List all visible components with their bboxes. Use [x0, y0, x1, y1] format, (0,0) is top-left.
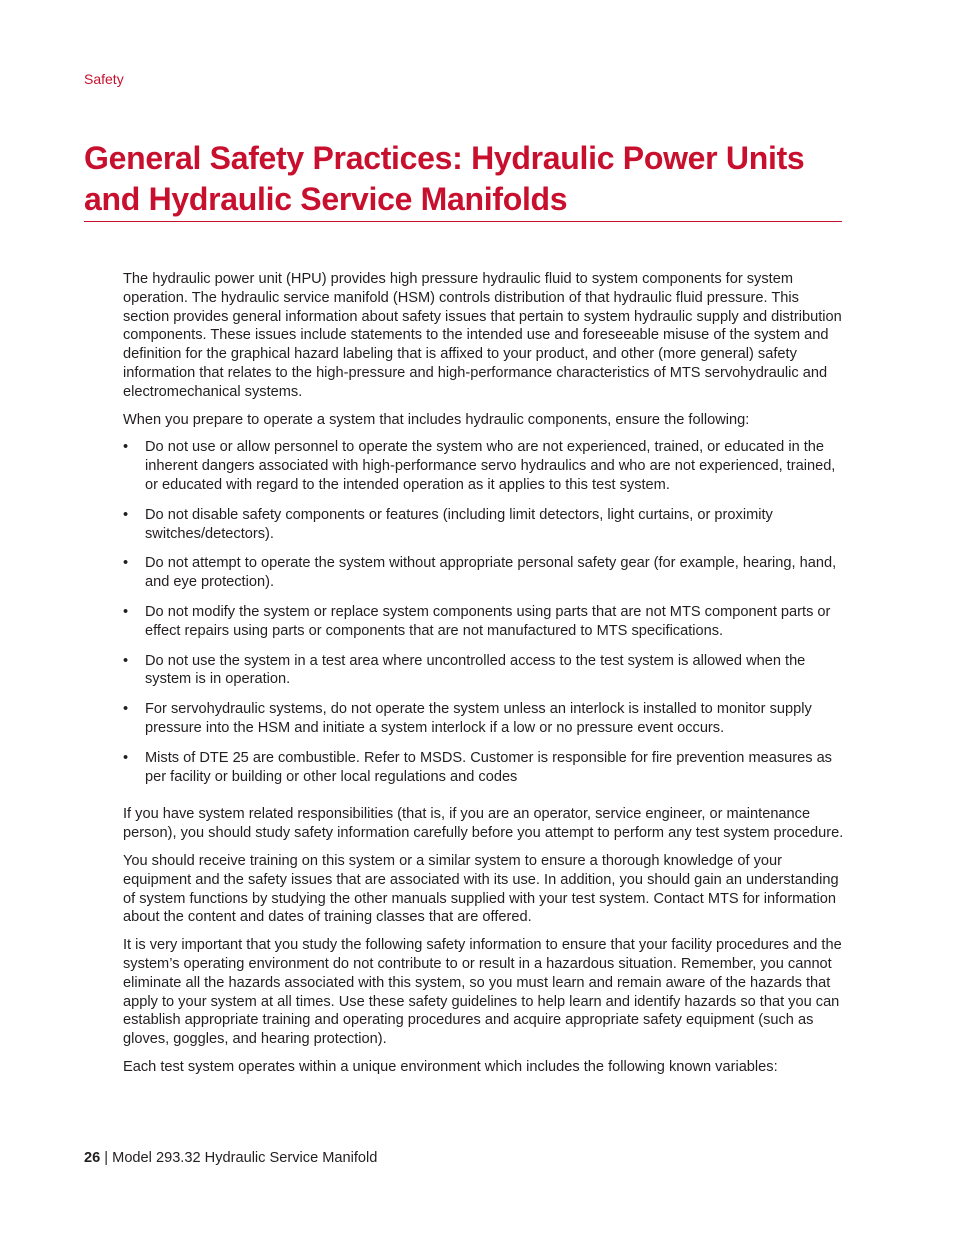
document-title: Model 293.32 Hydraulic Service Manifold: [112, 1150, 378, 1166]
page-number: 26: [84, 1150, 101, 1166]
bullet-icon: •: [123, 506, 129, 523]
title-divider: [84, 221, 842, 222]
bullet-text: For servohydraulic systems, do not operate the system unless an interlock is installed to monitor supply pressure into the HSM and initiate a system interlock if a low or no pressure event occurs.: [145, 701, 812, 736]
intro-paragraph: The hydraulic power unit (HPU) provides high pressure hydraulic fluid to system components for system operation. The hydraulic service manifold (HSM) controls distribution of that hydraulic fluid pressure. This section provides general information about safety issues that pertain to system hydraulic supply and distribution components. These issues include statements to the intended use and foreseeable misuse of the system and definition for the graphical hazard labeling that is affixed to your product, and other (more general) safety information that relates to the high-pressure and high-performance characteristics of MTS servohydraulic and electromechanical systems.: [123, 271, 842, 400]
bullet-icon: •: [123, 603, 129, 620]
bullet-text: Do not use or allow personnel to operate the system who are not experienced, trained, or educated in the inherent dangers associated with high-performance servo hydraulics and who are not experienced, trained, or educated with regard to the intended operation as it applies to this test system.: [145, 439, 836, 493]
bullet-item: [123, 603, 845, 641]
body-content: [123, 270, 845, 1086]
page-footer: [84, 1149, 377, 1167]
body-paragraph: It is very important that you study the following safety information to ensure that your facility procedures and the system’s operating environment do not contribute to or result in a hazardous situation. Remember, you cannot eliminate all the hazards associated with this system, so you must learn and remain aware of the hazards that apply to your system at all times. Use these safety guidelines to help learn and identify hazards so that you can establish appropriate training and operating procedures and acquire appropriate safety equipment (such as gloves, goggles, and hearing protection).: [123, 937, 842, 1048]
bullet-item: [123, 506, 845, 544]
bullet-icon: •: [123, 701, 129, 718]
safety-bullet-list: [123, 438, 845, 786]
body-paragraph: You should receive training on this system or a similar system to ensure a thorough knowledge of your equipment and the safety issues that are associated with its use. In addition, you should gain an understanding of system functions by studying the other manuals supplied with your test system. Contact MTS for information about the content and dates of training classes that are offered.: [123, 852, 839, 926]
bullet-icon: •: [123, 555, 129, 572]
page-title: General Safety Practices: Hydraulic Power Units and Hydraulic Service Manifolds: [84, 140, 805, 217]
footer-separator: |: [104, 1150, 109, 1166]
bullet-icon: •: [123, 749, 129, 766]
bullet-text: Do not use the system in a test area where uncontrolled access to the test system is allowed when the system is in operation.: [145, 652, 806, 688]
section-label: Safety: [84, 71, 124, 87]
bullet-text: Mists of DTE 25 are combustible. Refer to MSDS. Customer is responsible for fire prevention measures as per facility or building or other local regulations and codes: [145, 749, 832, 785]
body-paragraph: Each test system operates within a unique environment which includes the following known variables:: [123, 1058, 778, 1075]
bullet-text: Do not modify the system or replace system components using parts that are not MTS component parts or effect repairs using parts or components that are not manufactured to MTS specifications.: [145, 603, 831, 639]
bullet-item: [123, 749, 845, 787]
bullet-icon: •: [123, 652, 129, 669]
bullet-item: [123, 554, 845, 592]
bullet-item: [123, 438, 845, 494]
intro-paragraph: When you prepare to operate a system that includes hydraulic components, ensure the following:: [123, 411, 750, 428]
bullet-item: [123, 652, 845, 690]
spacer: [123, 797, 845, 805]
bullet-text: Do not attempt to operate the system without appropriate personal safety gear (for example, hearing, hand, and eye protection).: [145, 555, 837, 591]
bullet-item: [123, 700, 845, 738]
body-paragraph: If you have system related responsibilities (that is, if you are an operator, service engineer, or maintenance person), you should study safety information carefully before you attempt to perform any test system procedure.: [123, 806, 844, 842]
bullet-icon: •: [123, 439, 129, 456]
bullet-text: Do not disable safety components or features (including limit detectors, light curtains, or proximity switches/detectors).: [145, 506, 773, 542]
